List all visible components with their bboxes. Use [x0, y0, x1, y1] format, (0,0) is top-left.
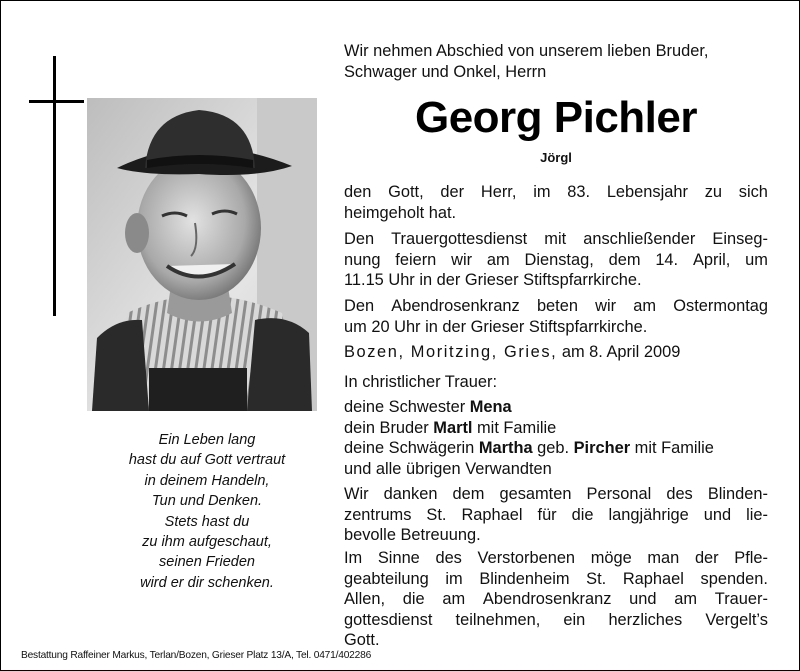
mourner-name: Mena — [469, 398, 512, 416]
intro-text — [344, 41, 768, 82]
mourner-prefix: dein Bruder — [344, 418, 434, 437]
mourner-suffix: mit Familie — [630, 439, 714, 457]
mourner-mid: geb. — [532, 439, 574, 457]
mourner-line: und alle übrigen Verwandten — [344, 459, 552, 478]
deceased-name: Georg Pichler — [414, 93, 698, 142]
mourners-list — [344, 397, 768, 479]
verse-line: zu ihm aufgeschaut, — [142, 534, 272, 551]
text-line: Im Sinne des Verstorbenen möge man der Pfle- — [344, 549, 768, 567]
verse-line: wird er dir schenken. — [140, 574, 274, 591]
paragraph-donation — [344, 548, 768, 651]
mourner-line — [344, 418, 768, 439]
intro-line: Schwager und Onkel, Herrn — [344, 62, 547, 81]
text-line: Wir danken dem gesamten Personal des Blinden- — [344, 485, 768, 503]
paragraph-rosary — [344, 296, 768, 337]
funeral-home-footer: Bestattung Raffeiner Markus, Terlan/Bozen, Grieser Platz 13/A, Tel. 0471/402286 — [21, 650, 372, 661]
text-line: Allen, die am Abendrosenkranz und am Trauer- — [344, 590, 768, 608]
text-line: Gott. — [344, 631, 380, 649]
paragraph-funeral-service — [344, 229, 768, 291]
text-line: heimgeholt hat. — [344, 203, 457, 222]
cross-icon-bar — [29, 100, 84, 103]
mourner-name: Martl — [433, 418, 473, 437]
text-line: gottesdienst teilnehmen, ein herzliches Vergelt’s — [344, 610, 768, 629]
text-line: bevolle Betreuung. — [344, 526, 481, 544]
text-line: In christlicher Trauer: — [344, 373, 498, 391]
memorial-verse — [97, 430, 317, 593]
mourner-maiden-name: Pircher — [573, 439, 631, 457]
text-line: zentrums St. Raphael für die langjährige und lie- — [344, 505, 768, 524]
text-line: 11.15 Uhr in der Grieser Stiftspfarrkirche. — [344, 271, 642, 289]
mourner-name: Martha — [478, 439, 533, 457]
portrait-photo — [87, 98, 317, 411]
mourner-prefix: deine Schwägerin — [344, 439, 479, 457]
cross-icon — [53, 56, 56, 316]
verse-line: Tun und Denken. — [151, 493, 263, 510]
mourner-prefix: deine Schwester — [344, 398, 470, 416]
place-text: Bozen, Moritzing, Gries, — [344, 343, 558, 361]
verse-line: seinen Frieden — [159, 554, 255, 571]
paragraph-death — [344, 182, 768, 223]
mourner-line — [344, 397, 768, 418]
mourner-suffix: mit Familie — [472, 418, 557, 437]
verse-line: Ein Leben lang — [158, 432, 256, 448]
deceased-nickname: Jörgl — [540, 150, 572, 165]
text-line: Den Abendrosenkranz beten wir am Ostermontag — [344, 297, 768, 315]
text-line: nung feiern wir am Dienstag, dem 14. April, um — [344, 250, 768, 269]
verse-line: in deinem Handeln, — [144, 472, 270, 489]
text-line: Den Trauergottesdienst mit anschließender Einseg- — [344, 230, 768, 248]
place-date — [344, 342, 768, 363]
mourning-title — [344, 372, 768, 393]
mourner-line — [344, 438, 768, 459]
verse-line: hast du auf Gott vertraut — [128, 452, 286, 469]
paragraph-thanks — [344, 484, 768, 546]
date-text: am 8. April 2009 — [561, 343, 681, 361]
intro-line: Wir nehmen Abschied von unserem lieben Bruder, — [344, 42, 709, 60]
verse-line: Stets hast du — [164, 513, 250, 530]
text-line: geabteilung im Blindenheim St. Raphael spenden. — [344, 569, 768, 588]
portrait-image — [87, 98, 317, 411]
text-line: um 20 Uhr in der Grieser Stiftspfarrkirche. — [344, 317, 648, 336]
text-line: den Gott, der Herr, im 83. Lebensjahr zu sich — [344, 183, 768, 201]
